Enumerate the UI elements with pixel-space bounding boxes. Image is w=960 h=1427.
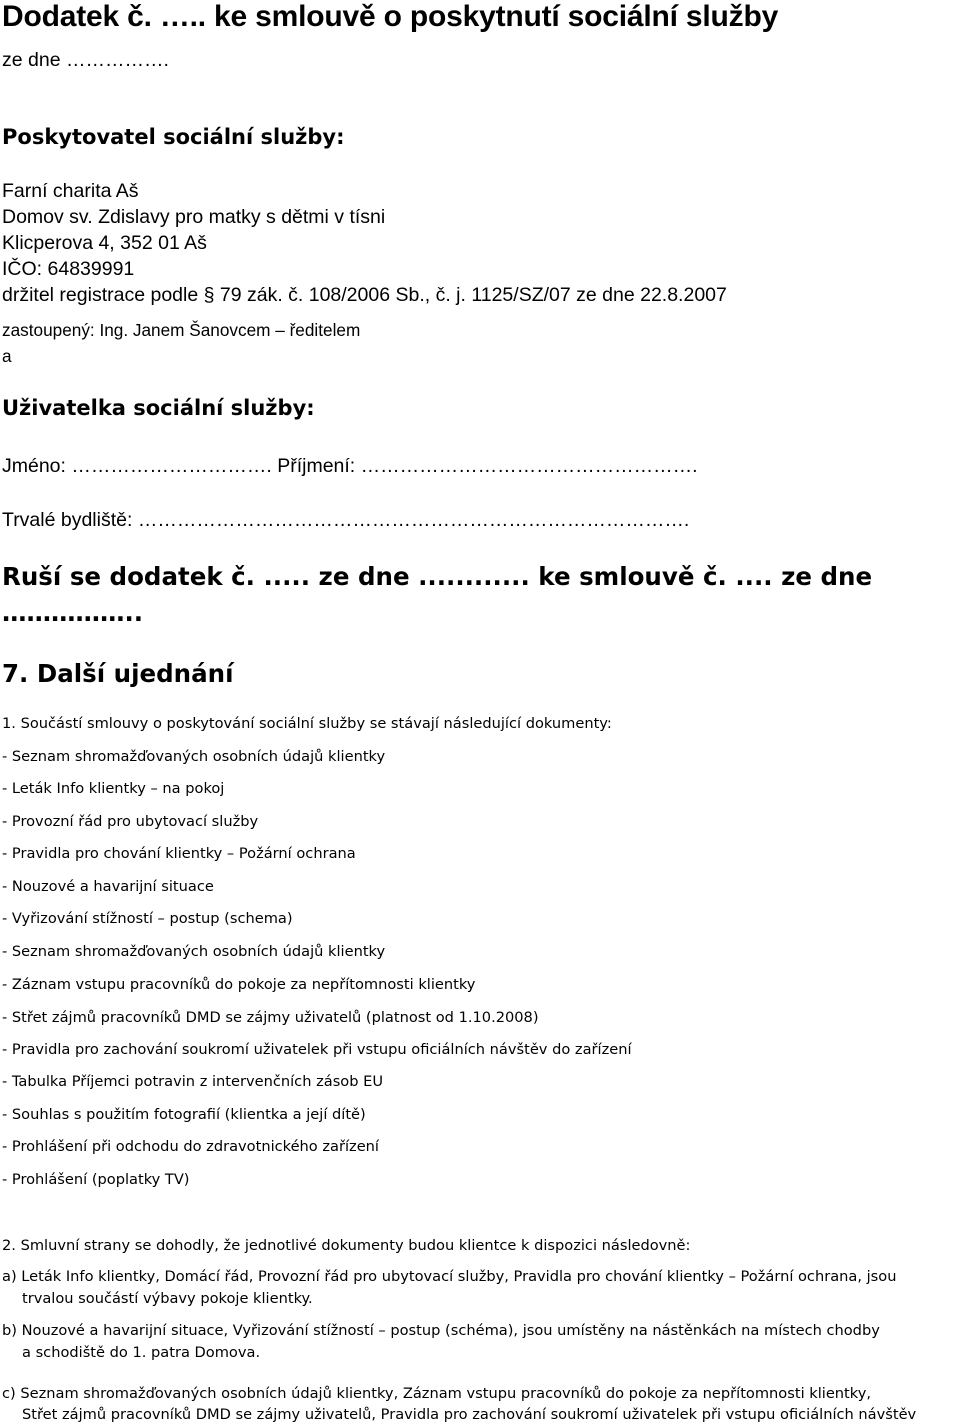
provider-representative: zastoupený: Ing. Janem Šanovcem – ředitelem <box>2 320 361 340</box>
provider-heading: Poskytovatel sociální služby: <box>2 125 345 149</box>
list-item: - Nouzové a havarijní situace <box>2 878 214 895</box>
clause-b-continued: a schodiště do 1. patra Domova. <box>22 1344 261 1361</box>
list-item: - Střet zájmů pracovníků DMD se zájmy uživatelů (platnost od 1.10.2008) <box>2 1009 539 1026</box>
clause-c: c) Seznam shromažďovaných osobních údajů klientky, Záznam vstupu pracovníků do pokoje za nepřítomnosti klientky, <box>2 1385 871 1402</box>
list-item: - Pravidla pro chování klientky – Požární ochrana <box>2 845 356 862</box>
list-item: - Seznam shromažďovaných osobních údajů klientky <box>2 943 386 960</box>
provider-line: Farní charita Aš <box>2 180 139 202</box>
list-item: - Leták Info klientky – na pokoj <box>2 780 225 797</box>
list-item: - Prohlášení (poplatky TV) <box>2 1171 190 1188</box>
document-title: Dodatek č. ….. ke smlouvě o poskytnutí sociální služby <box>2 0 779 33</box>
user-name-line: Jméno: …………………………. Příjmení: ……………………………………………. <box>2 455 698 477</box>
list-item: - Pravidla pro zachování soukromí uživatelek při vstupu oficiálních návštěv do zařízení <box>2 1041 632 1058</box>
clause-b: b) Nouzové a havarijní situace, Vyřizování stížností – postup (schéma), jsou umístěny na nástěnkách na místech chodby <box>2 1322 880 1339</box>
paragraph-2: 2. Smluvní strany se dohodly, že jednotlivé dokumenty budou klientce k dispozici následovně: <box>2 1237 691 1254</box>
cancel-line-continued: …………….. <box>2 598 144 627</box>
cancel-line: Ruší se dodatek č. ..... ze dne ............ ke smlouvě č. .... ze dne <box>2 562 873 591</box>
section-heading: 7. Další ujednání <box>2 659 234 688</box>
list-item: - Vyřizování stížností – postup (schema) <box>2 910 293 927</box>
list-item: - Tabulka Příjemci potravin z intervenčních zásob EU <box>2 1073 384 1090</box>
provider-line: Domov sv. Zdislavy pro matky s dětmi v tísni <box>2 206 386 228</box>
provider-line: IČO: 64839991 <box>2 258 135 280</box>
clause-c-continued: Střet zájmů pracovníků DMD se zájmy uživatelů, Pravidla pro zachování soukromí uživatelek při vstupu oficiálních návštěv <box>22 1406 917 1423</box>
user-heading: Uživatelka sociální služby: <box>2 396 315 420</box>
provider-conjunction: a <box>2 346 12 366</box>
user-address-line: Trvalé bydliště: …………………………………………………………………………. <box>2 509 690 531</box>
list-item: - Prohlášení při odchodu do zdravotnického zařízení <box>2 1138 379 1155</box>
list-item: - Provozní řád pro ubytovací služby <box>2 813 259 830</box>
list-item: - Seznam shromažďovaných osobních údajů klientky <box>2 748 386 765</box>
provider-line: Klicperova 4, 352 01 Aš <box>2 232 207 254</box>
clause-a-continued: trvalou součástí výbavy pokoje klientky. <box>22 1290 313 1307</box>
provider-line: držitel registrace podle § 79 zák. č. 108/2006 Sb., č. j. 1125/SZ/07 ze dne 22.8.2007 <box>2 284 727 306</box>
list-item: - Záznam vstupu pracovníků do pokoje za nepřítomnosti klientky <box>2 976 476 993</box>
section-intro: 1. Součástí smlouvy o poskytování sociální služby se stávají následující dokumenty: <box>2 715 612 732</box>
date-line: ze dne ……………. <box>2 49 169 71</box>
clause-a: a) Leták Info klientky, Domácí řád, Provozní řád pro ubytovací služby, Pravidla pro chování klientky – Požární ochrana, jsou <box>2 1268 897 1285</box>
list-item: - Souhlas s použitím fotografií (klientka a její dítě) <box>2 1106 366 1123</box>
